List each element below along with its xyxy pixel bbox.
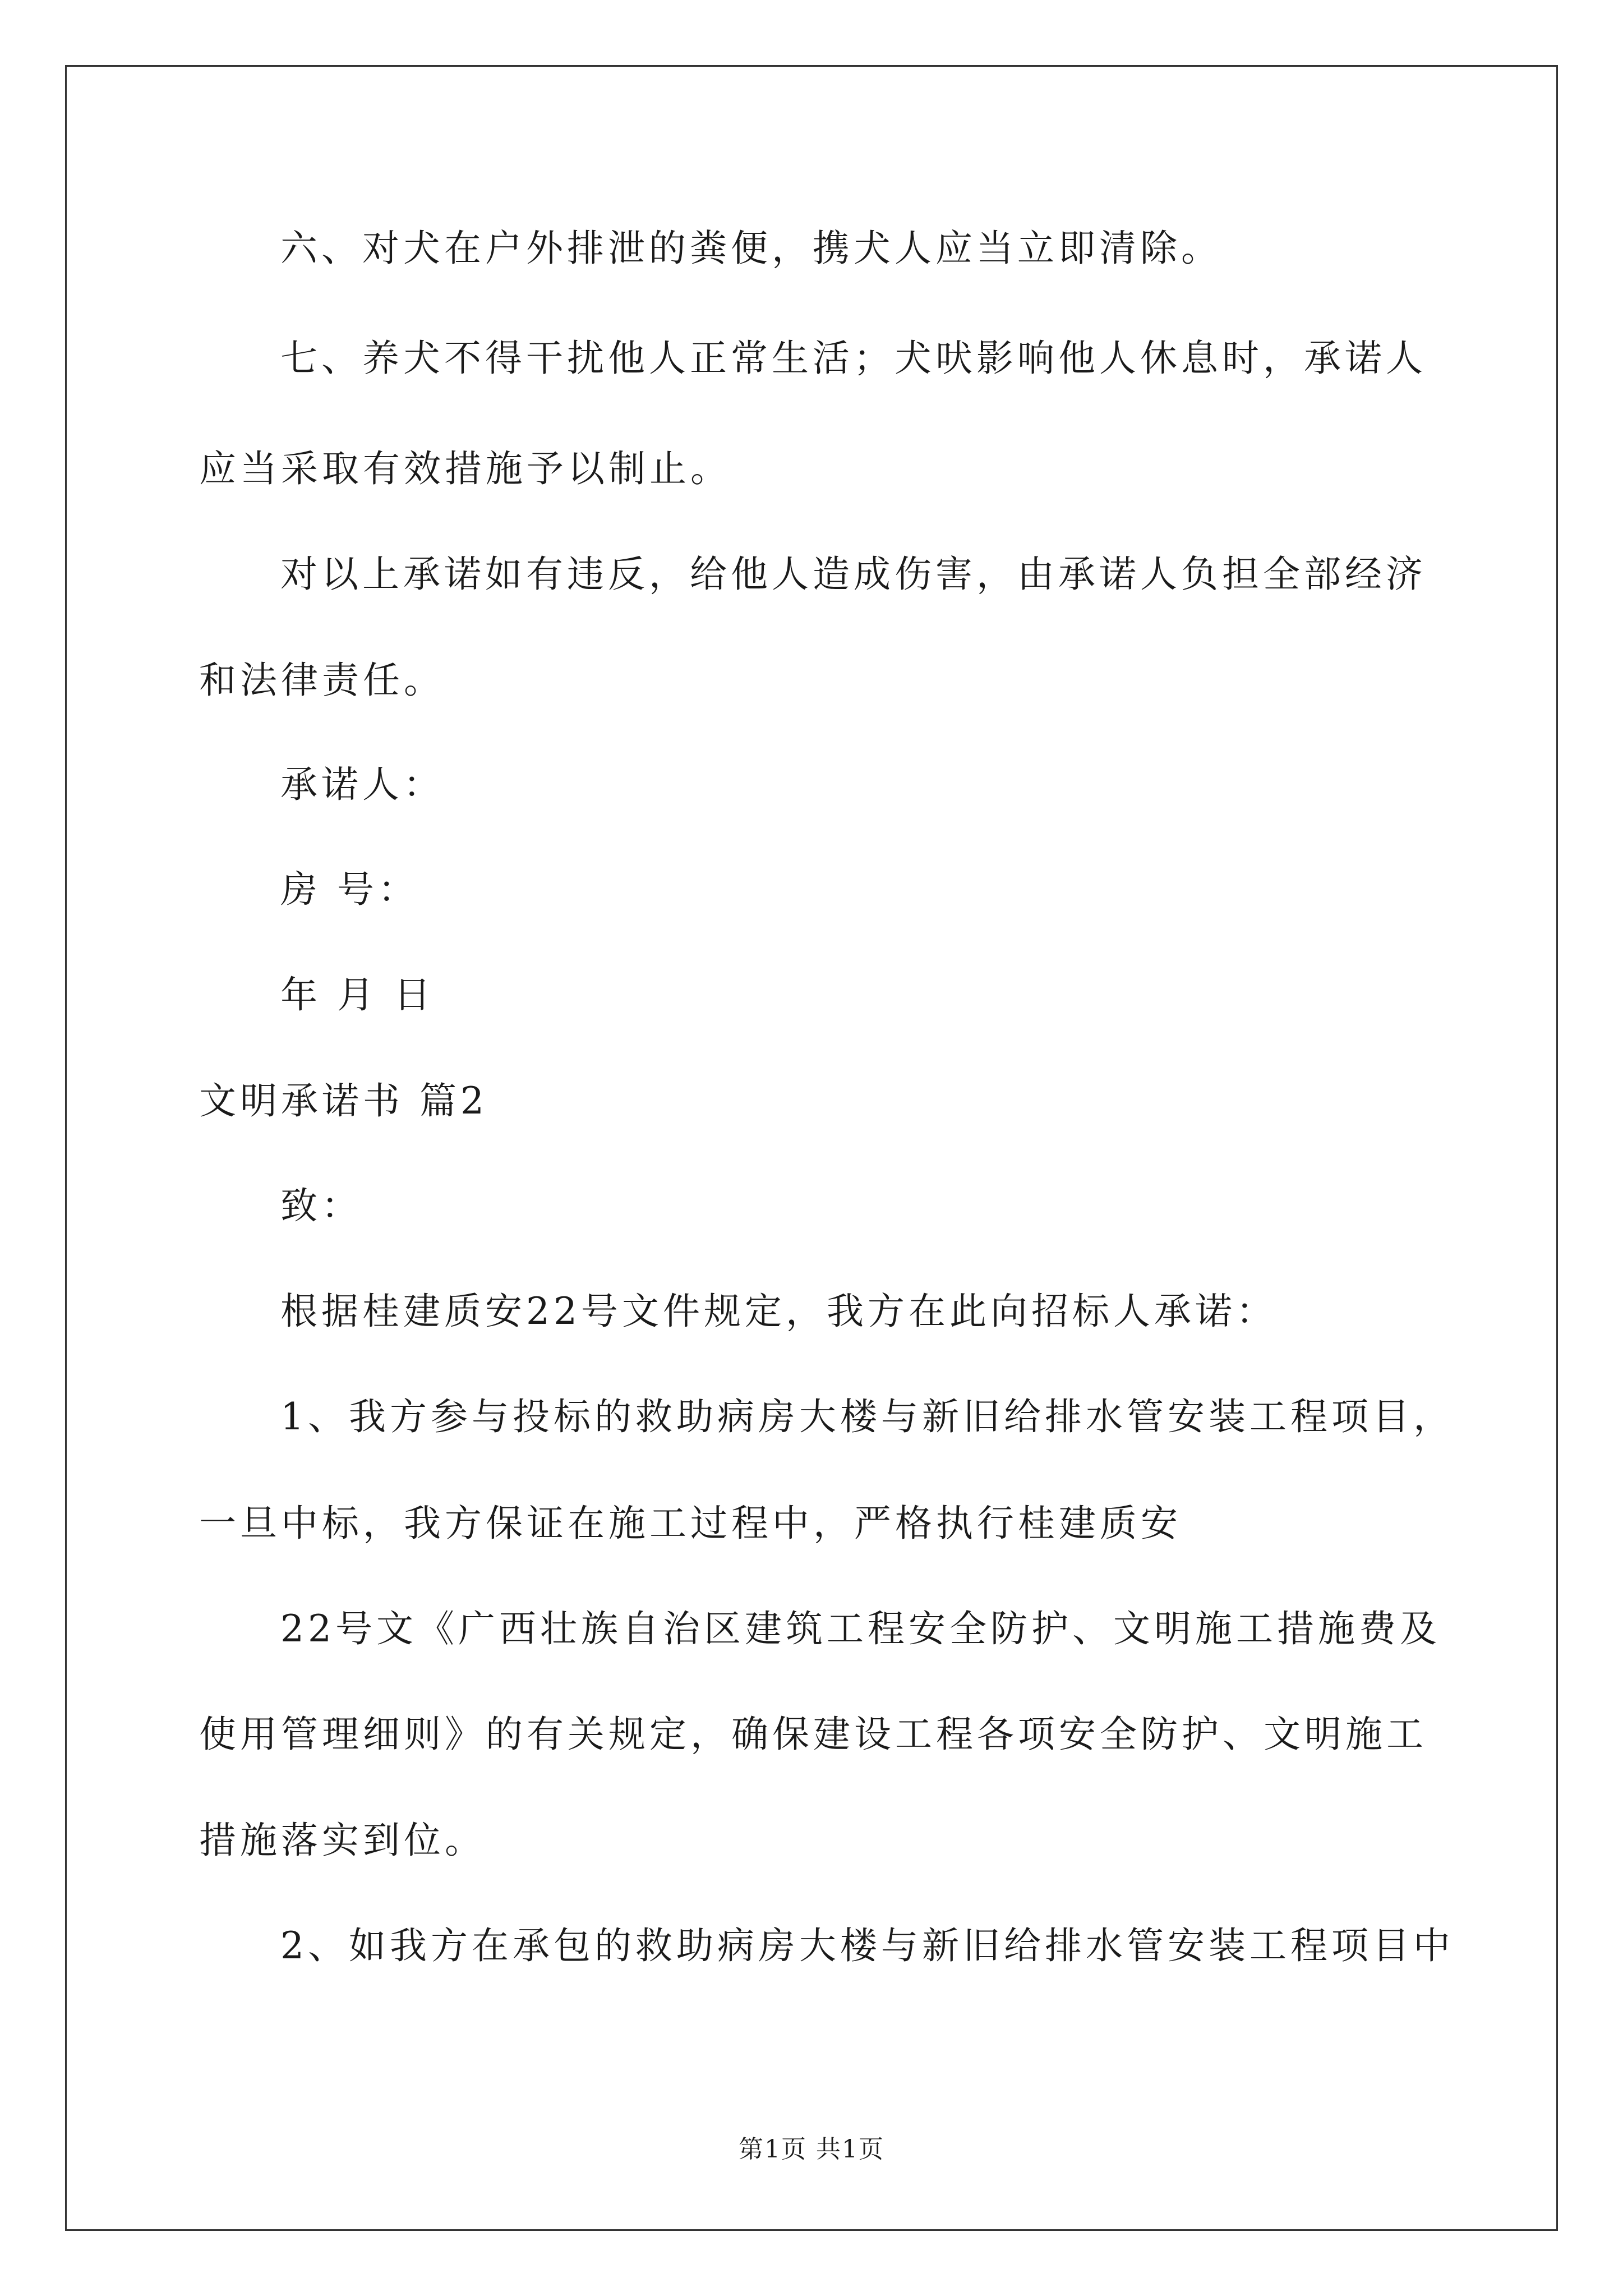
paragraph-line: 七、养犬不得干扰他人正常生活；犬吠影响他人休息时，承诺人 xyxy=(280,337,1427,380)
paragraph-line: 22号文《广西壮族自治区建筑工程安全防护、文明施工措施费及 xyxy=(280,1607,1441,1650)
paragraph-line: 根据桂建质安22号文件规定，我方在此向招标人承诺： xyxy=(280,1290,1277,1333)
paragraph-line: 使用管理细则》的有关规定，确保建设工程各项安全防护、文明施工 xyxy=(199,1713,1427,1756)
page-footer: 第1页 共1页 xyxy=(739,2135,884,2164)
paragraph-line: 2、如我方在承包的救助病房大楼与新旧给排水管安装工程项目中 xyxy=(280,1924,1454,1967)
paragraph-line: 应当采取有效措施予以制止。 xyxy=(199,447,731,490)
date-label: 年 月 日 xyxy=(280,973,435,1016)
paragraph-line: 措施落实到位。 xyxy=(199,1819,486,1862)
paragraph-line: 一旦中标，我方保证在施工过程中，严格执行桂建质安 xyxy=(199,1502,1182,1545)
paragraph-line: 六、对犬在户外排泄的粪便，携犬人应当立即清除。 xyxy=(280,227,1222,270)
page-frame xyxy=(65,65,1558,2231)
section-heading: 文明承诺书 篇2 xyxy=(199,1079,488,1122)
room-number-label: 房 号： xyxy=(280,868,419,911)
paragraph-line: 1、我方参与投标的救助病房大楼与新旧给排水管安装工程项目， xyxy=(280,1395,1454,1438)
paragraph-line: 和法律责任。 xyxy=(199,659,445,702)
paragraph-line: 对以上承诺如有违反，给他人造成伤害，由承诺人负担全部经济 xyxy=(280,553,1427,596)
salutation: 致： xyxy=(280,1184,362,1227)
signature-label: 承诺人： xyxy=(280,763,444,806)
